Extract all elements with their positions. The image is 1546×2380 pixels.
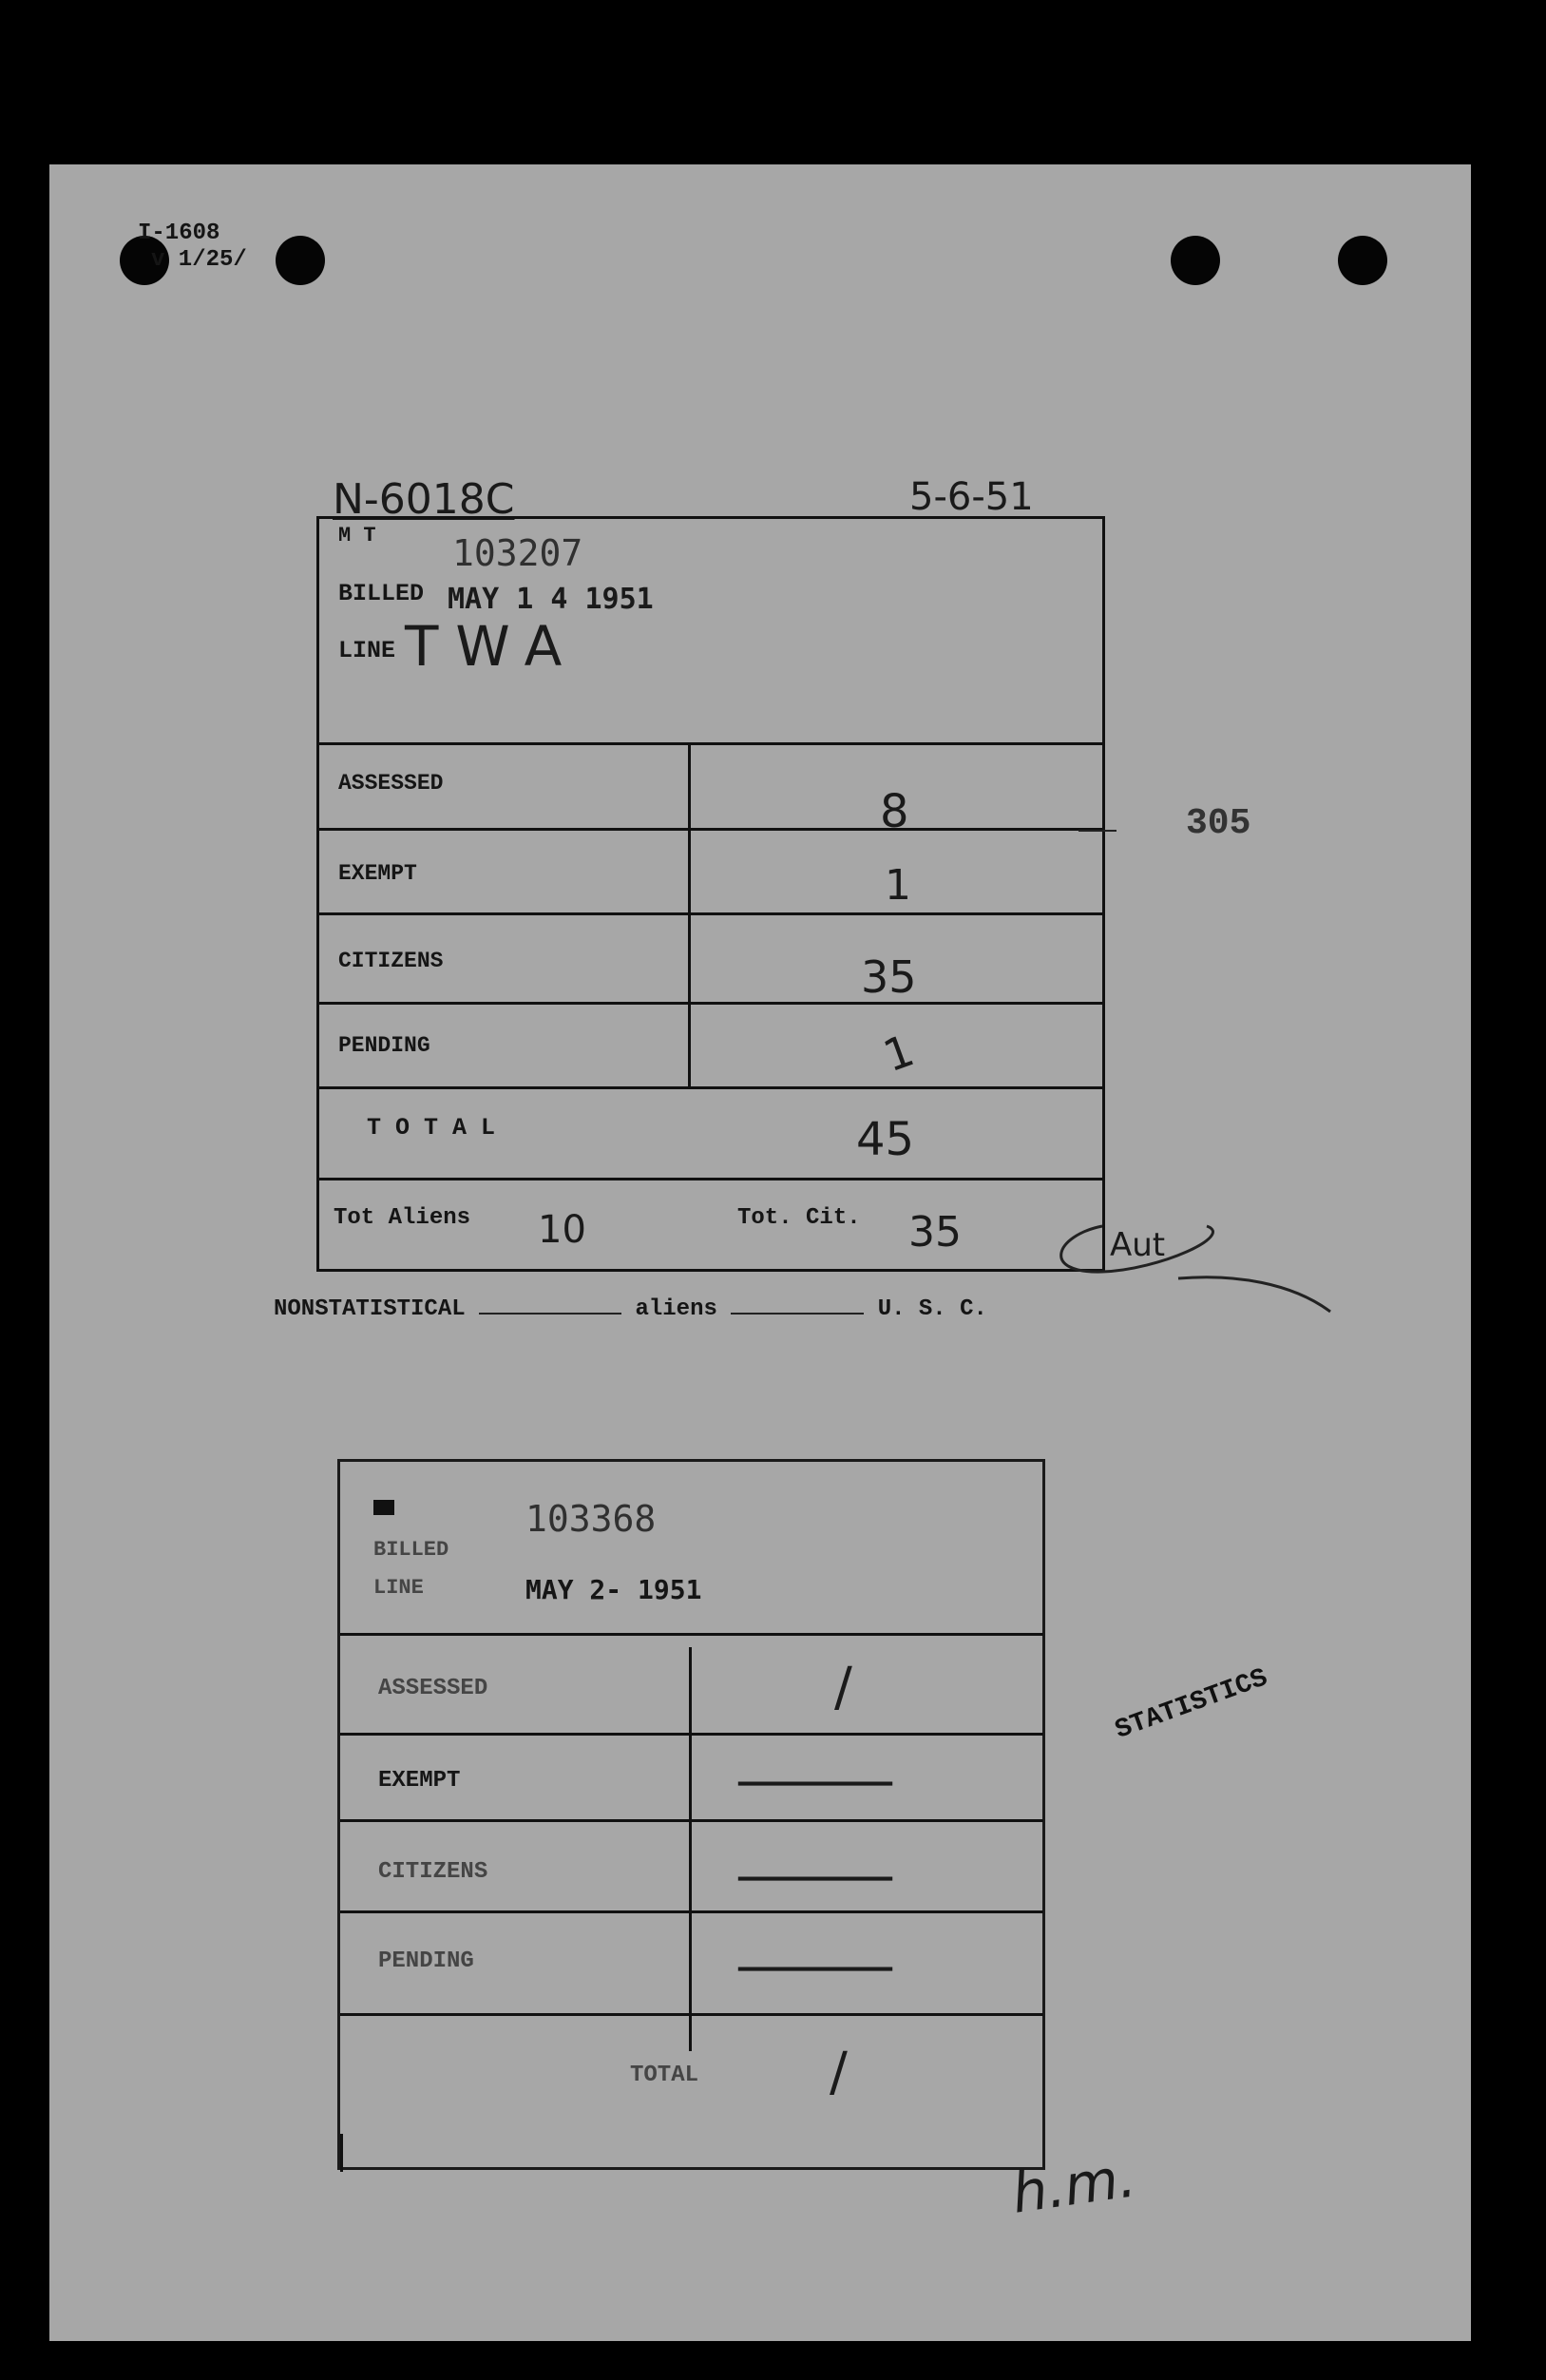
nonstatistical-usc-blank [731, 1313, 864, 1315]
nonstatistical-usc-label: U. S. C. [877, 1296, 987, 1322]
form2-row-value-exempt: — [730, 1747, 901, 1814]
punch-hole-right-1 [1171, 236, 1220, 285]
form2-left-mark [340, 2134, 343, 2172]
form2-mt-number: 103368 [525, 1498, 657, 1540]
line-label: LINE [338, 637, 396, 664]
tot-aliens-value: 10 [538, 1208, 586, 1252]
punch-hole-right-2 [1338, 236, 1387, 285]
mt-label-blot [373, 1500, 394, 1515]
line-value: TWA [405, 614, 580, 679]
billed-label: BILLED [338, 580, 425, 607]
mt-number: 103207 [452, 532, 583, 574]
form2-billed-label: BILLED [373, 1538, 449, 1562]
form2-row-value-citizens: — [730, 1842, 901, 1909]
total-label: T O T A L [367, 1114, 496, 1142]
form2-row-label-pending: PENDING [378, 1948, 474, 1974]
row-value-assessed: 8 [880, 785, 909, 838]
form2-total-value: / [830, 2042, 848, 2103]
initials-text: Aut [1110, 1226, 1166, 1264]
margin-number: 305 [1186, 803, 1251, 844]
mt-label: M T [338, 524, 376, 547]
row-value-citizens: 35 [861, 951, 917, 1003]
form2-row-label-assessed: ASSESSED [378, 1676, 488, 1701]
punch-hole-left-2 [276, 236, 325, 285]
form2-initials: h.m. [1007, 2144, 1140, 2226]
form-number-line1: I-1608 [138, 221, 220, 246]
row-value-exempt: 1 [885, 861, 911, 910]
row-label-citizens: CITIZENS [338, 949, 444, 973]
row-label-pending: PENDING [338, 1033, 430, 1058]
stat-form-1 [316, 516, 1105, 1272]
form2-total-label: TOTAL [630, 2063, 699, 2088]
handwritten-date: 5-6-51 [909, 475, 1034, 519]
stat-form-2 [337, 1459, 1045, 2170]
tot-aliens-label: Tot Aliens [334, 1205, 471, 1231]
form2-line-label: LINE [373, 1576, 424, 1600]
row-label-exempt: EXEMPT [338, 861, 417, 886]
form-number [138, 221, 247, 274]
form2-row-label-citizens: CITIZENS [378, 1859, 488, 1885]
nonstatistical-row [274, 1296, 987, 1322]
nonstatistical-label: NONSTATISTICAL [274, 1296, 466, 1322]
row-value-pending: 1 [876, 1024, 921, 1083]
nonstatistical-aliens-label: aliens [635, 1296, 717, 1322]
initials-signature [1045, 1207, 1349, 1331]
billed-date: MAY 1 4 1951 [448, 583, 654, 616]
form-number-line2: v 1/25/ [151, 247, 247, 273]
handwritten-flight-number: N-6018C [333, 475, 515, 524]
form2-row-value-pending: — [730, 1932, 901, 1999]
form2-row-value-assessed: / [834, 1657, 852, 1718]
statistics-stamp: STATISTICS [1111, 1663, 1272, 1746]
nonstatistical-aliens-blank [479, 1313, 621, 1315]
total-value: 45 [856, 1113, 915, 1166]
form2-billed-date: MAY 2- 1951 [525, 1574, 702, 1605]
tot-cit-label: Tot. Cit. [737, 1205, 861, 1231]
form2-row-label-exempt: EXEMPT [378, 1768, 461, 1794]
row-label-assessed: ASSESSED [338, 771, 444, 796]
tot-cit-value: 35 [908, 1208, 962, 1257]
margin-tick [1078, 830, 1117, 832]
